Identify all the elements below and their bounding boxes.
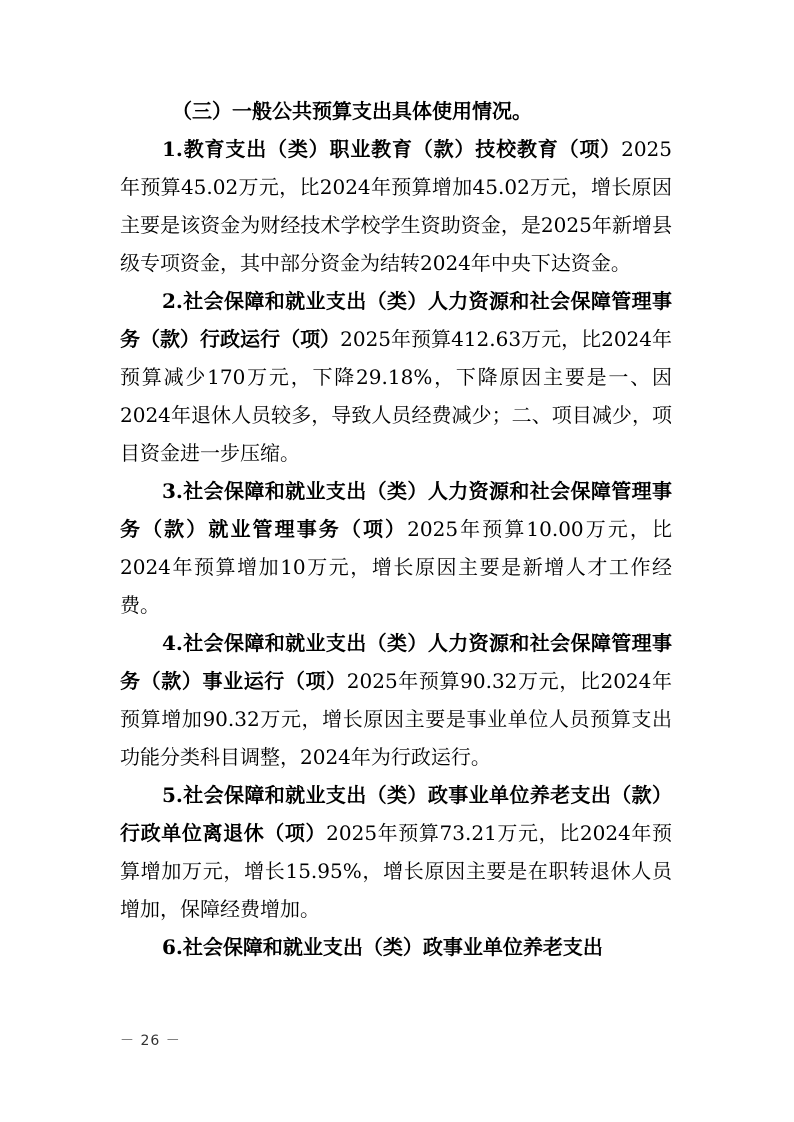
item-2-title: 2.社会保障和就业支出（类）人力资源和社会保障管理事务（款）行政运行（项）	[120, 289, 672, 351]
page-number: － 26 －	[120, 1033, 181, 1049]
item-1-body: 2025年预算45.02万元，比2024年预算增加45.02万元，增长原因主要是该资金为财经技术学校学生资助资金，是2025年新增县级专项资金，其中部分资金为结转2024年中央下达资金。	[120, 137, 672, 275]
section-heading: （三）一般公共预算支出具体使用情况。	[172, 99, 532, 123]
paragraph-item-3	[120, 472, 672, 624]
paragraph-item-2	[120, 282, 672, 472]
paragraph-item-4	[120, 624, 672, 776]
item-3-body: 2025年预算10.00万元，比2024年预算增加10万元，增长原因主要是新增人才工作经费。	[120, 517, 673, 617]
item-1-title: 1.教育支出（类）职业教育（款）技校教育（项）	[162, 137, 622, 161]
item-2-body: 2025年预算412.63万元，比2024年预算减少170万元，下降29.18%，下降原因主要是一、因2024年退休人员较多，导致人员经费减少；二、项目减少，项目资金进一步压缩。	[120, 327, 673, 465]
paragraph-item-5	[120, 776, 672, 928]
paragraph-item-1	[120, 130, 672, 282]
item-6-title: 6.社会保障和就业支出（类）政事业单位养老支出	[162, 935, 603, 959]
paragraph-item-6	[120, 928, 672, 966]
item-4-title: 4.社会保障和就业支出（类）人力资源和社会保障管理事务（款）事业运行（项）	[120, 631, 672, 693]
item-4-body: 2025年预算90.32万元，比2024年预算增加90.32万元，增长原因主要是事业单位人员预算支出功能分类科目调整，2024年为行政运行。	[120, 669, 672, 769]
item-5-body: 2025年预算73.21万元，比2024年预算增加万元，增长15.95%，增长原因主要是在职转退休人员增加，保障经费增加。	[120, 821, 673, 921]
document-page	[120, 92, 672, 966]
item-5-title: 5.社会保障和就业支出（类）政事业单位养老支出（款）行政单位离退休（项）	[120, 783, 672, 845]
item-3-title: 3.社会保障和就业支出（类）人力资源和社会保障管理事务（款）就业管理事务（项）	[120, 479, 672, 541]
